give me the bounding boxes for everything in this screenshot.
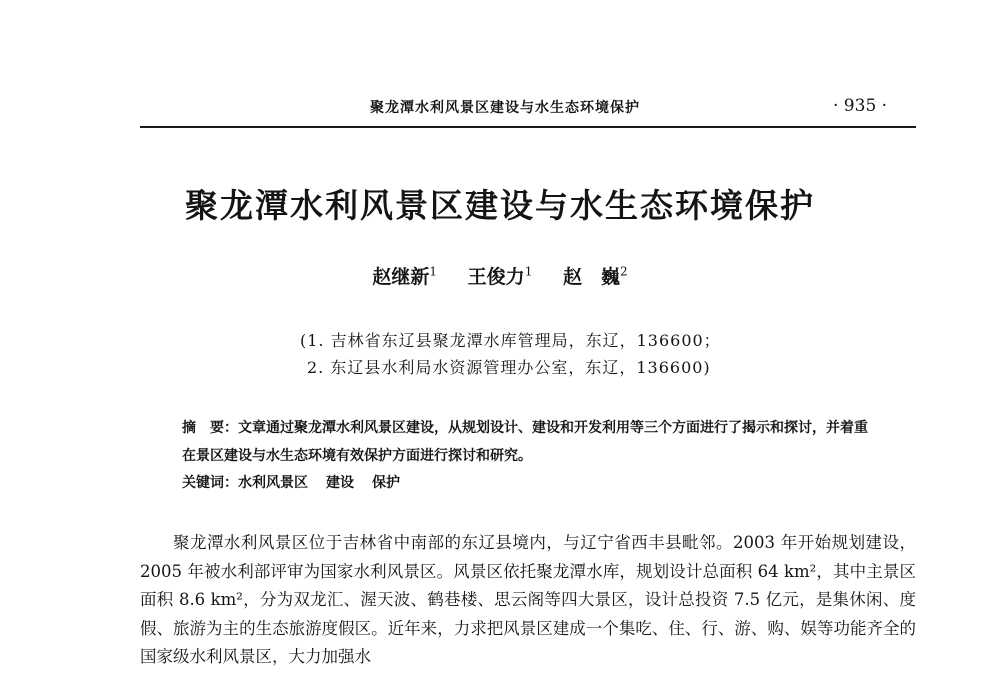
affiliation: (1. 吉林省东辽县聚龙潭水库管理局，东辽，136600； bbox=[300, 331, 721, 350]
body-text bbox=[140, 529, 916, 672]
author-name: 赵继新 bbox=[372, 266, 430, 288]
author-affil-mark: 2 bbox=[619, 264, 628, 279]
keyword: 建设 bbox=[326, 475, 354, 491]
author bbox=[372, 266, 437, 288]
author-name: 王俊力 bbox=[467, 266, 525, 288]
article-title: 聚龙潭水利风景区建设与水生态环境保护 bbox=[185, 186, 815, 225]
abstract bbox=[182, 414, 872, 470]
keyword: 水利风景区 bbox=[238, 475, 308, 491]
author-affil-mark: 1 bbox=[524, 264, 533, 279]
author bbox=[563, 266, 628, 288]
running-head: 聚龙潭水利风景区建设与水生态环境保护 bbox=[370, 100, 640, 116]
keyword: 保护 bbox=[372, 475, 400, 491]
body-paragraph: 聚龙潭水利风景区位于吉林省中南部的东辽县境内，与辽宁省西丰县毗邻。2003 年开始规划建设，2005 年被水利部评审为国家水利风景区。风景区依托聚龙潭水库，规划设计总面积 64 km²，其中主景区面积 8.6 km²，分为双龙汇、渥天波、鹤巷楼、思云阁等四大景区，设计总投资 7.5 亿元，是集休闲、度假、旅游为主的生态旅游度假区。近年来，力求把风景区建成一个集吃、住、行、游、购、娱等功能齐全的国家级水利风景区，大力加强水 bbox=[140, 533, 916, 666]
affiliation: 2. 东辽县水利局水资源管理办公室，东辽，136600) bbox=[307, 358, 711, 377]
author-name: 赵 巍 bbox=[562, 266, 620, 288]
header-rule bbox=[140, 126, 916, 128]
author-affil-mark: 1 bbox=[429, 264, 438, 279]
abstract-text: 文章通过聚龙潭水利风景区建设，从规划设计、建设和开发利用等三个方面进行了揭示和探讨，并着重在景区建设与水生态环境有效保护方面进行探讨和研究。 bbox=[182, 420, 868, 464]
author bbox=[468, 266, 533, 288]
abstract-label: 摘 要： bbox=[182, 420, 238, 436]
page-number: · 935 · bbox=[833, 96, 888, 116]
author-list bbox=[0, 262, 1000, 289]
keywords-label: 关键词： bbox=[182, 475, 238, 491]
keywords bbox=[182, 472, 418, 492]
